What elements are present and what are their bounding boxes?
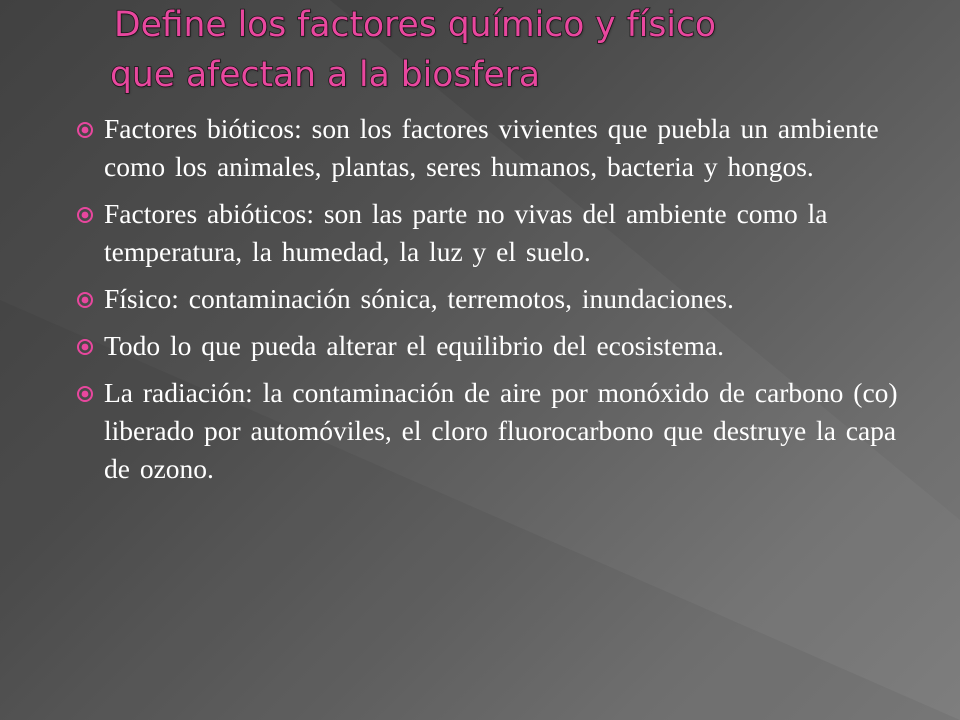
- circled-dot-bullet-icon: [76, 206, 94, 224]
- bullet-item: [72, 280, 910, 318]
- bullet-text: Físico: contaminación sónica, terremotos, inundaciones.: [104, 283, 734, 314]
- slide-title-line-1: Define los factores químico y físico: [114, 5, 717, 45]
- bullet-item: [72, 374, 910, 488]
- circled-dot-bullet-icon: [76, 291, 94, 309]
- bullet-text: Todo lo que pueda alterar el equilibrio del ecosistema.: [104, 330, 724, 361]
- bullet-text: La radiación: la contaminación de aire por monóxido de carbono (co) liberado por automóviles, el cloro fluorocarbono que destruye la capa de ozono.: [104, 377, 898, 484]
- bullet-list: [72, 110, 910, 497]
- bullet-item: [72, 327, 910, 365]
- circled-dot-bullet-icon: [76, 121, 94, 139]
- circled-dot-bullet-icon: [76, 338, 94, 356]
- circled-dot-bullet-icon: [76, 385, 94, 403]
- slide-title: [110, 0, 910, 100]
- bullet-item: [72, 195, 910, 271]
- bullet-text: Factores abióticos: son las parte no vivas del ambiente como la temperatura, la humedad, la luz y el suelo.: [104, 198, 828, 267]
- bullet-text: Factores bióticos: son los factores vivientes que puebla un ambiente como los animales, plantas, seres humanos, bacteria y hongos.: [104, 113, 879, 182]
- bullet-item: [72, 110, 910, 186]
- slide-title-line-2: que afectan a la biosfera: [110, 55, 541, 95]
